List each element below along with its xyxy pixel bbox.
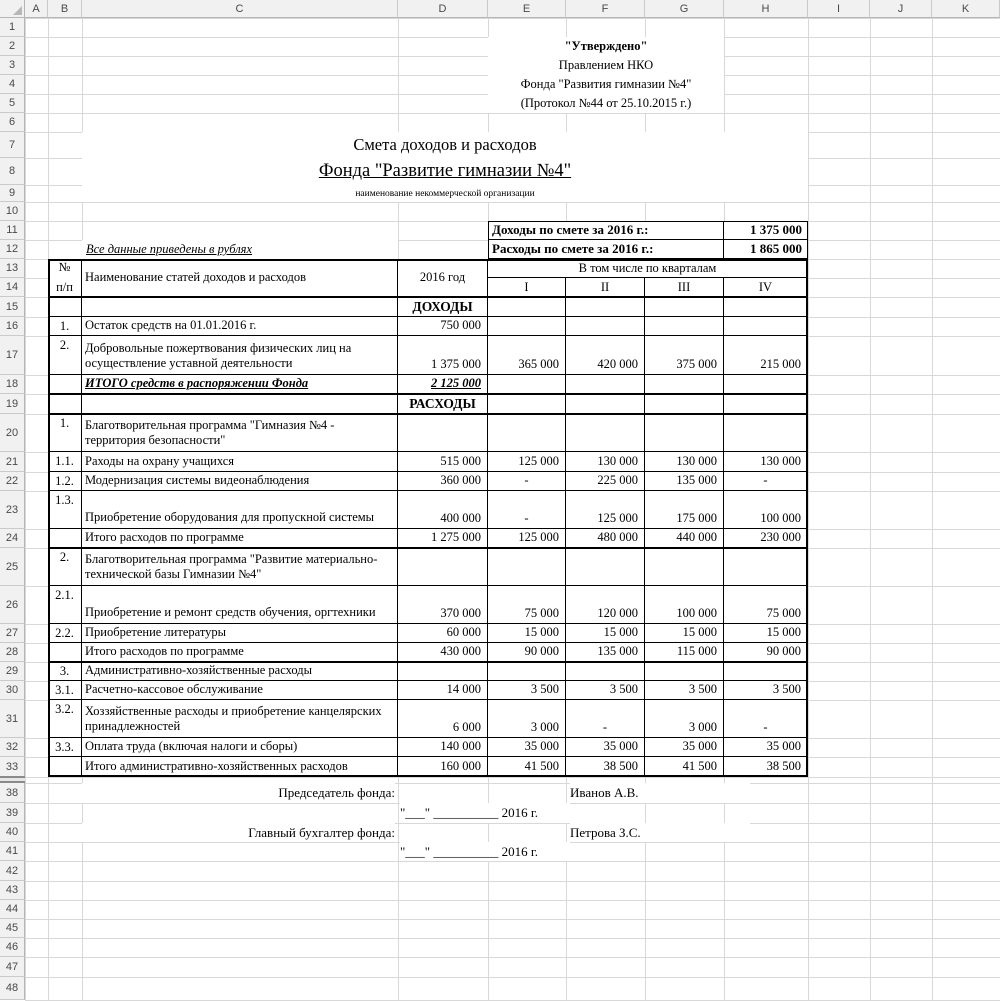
column-header-D[interactable]: D [398,0,488,18]
gridline [25,18,1000,19]
row-header-29[interactable]: 29 [0,662,25,681]
row-header-39[interactable]: 39 [0,803,25,823]
cell-D33[interactable]: 160 000 [398,757,488,777]
cell-B15[interactable] [48,297,82,317]
row-header-16[interactable]: 16 [0,317,25,336]
cell-H27[interactable]: 15 000 [724,624,808,643]
cell-C13[interactable]: Наименование статей доходов и расходов [82,259,398,297]
cell-F19[interactable] [566,394,645,414]
column-header-H[interactable]: H [724,0,808,18]
gridline [932,18,933,1000]
cell-E24[interactable]: 125 000 [488,529,566,548]
cell-B29[interactable]: 3. [48,662,82,681]
cell-C23[interactable]: Приобретение оборудования для пропускной системы [82,491,398,529]
cell-C24[interactable]: Итого расходов по программе [82,529,398,548]
cell-H20[interactable] [724,414,808,452]
cell-B28[interactable] [48,643,82,662]
cell-F33[interactable]: 38 500 [566,757,645,777]
cell-F22[interactable]: 225 000 [566,472,645,491]
cell-B22[interactable]: 1.2. [48,472,82,491]
cell-G20[interactable] [645,414,724,452]
cell-D31[interactable]: 6 000 [398,700,488,738]
row-header-46[interactable]: 46 [0,938,25,957]
chairman-date-line[interactable]: "___" __________ 2016 г. [400,803,570,823]
gridline [25,18,26,1000]
cell-D15[interactable]: ДОХОДЫ [398,297,488,317]
row-header-25[interactable]: 25 [0,548,25,586]
gridline [25,919,1000,920]
cell-D25[interactable] [398,548,488,586]
doc-org-title[interactable]: Фонда "Развитие гимназии №4" [82,158,808,185]
cell-E31[interactable]: 3 000 [488,700,566,738]
cell-F20[interactable] [566,414,645,452]
cell-C22[interactable]: Модернизация системы видеонаблюдения [82,472,398,491]
row-header-3[interactable]: 3 [0,56,25,75]
approval-line[interactable]: (Протокол №44 от 25.10.2015 г.) [488,94,724,113]
row-header-27[interactable]: 27 [0,624,25,643]
cell-F29[interactable] [566,662,645,681]
gridline [25,861,1000,862]
row-header-7[interactable]: 7 [0,132,25,158]
doc-title[interactable]: Смета доходов и расходов [82,132,808,158]
cell-B30[interactable]: 3.1. [48,681,82,700]
cell-E20[interactable] [488,414,566,452]
row-header-44[interactable]: 44 [0,900,25,919]
cell-H26[interactable]: 75 000 [724,586,808,624]
cell-D28[interactable]: 430 000 [398,643,488,662]
summary-income-label[interactable]: Доходы по смете за 2016 г.: [488,221,724,240]
chairman-label[interactable]: Председатель фонда: [82,783,395,803]
accountant-date-line[interactable]: "___" __________ 2016 г. [400,842,570,861]
row-header-9[interactable]: 9 [0,185,25,202]
cell-D32[interactable]: 140 000 [398,738,488,757]
cell-E18[interactable] [488,375,566,394]
cell-F28[interactable]: 135 000 [566,643,645,662]
row-header-12[interactable]: 12 [0,240,25,259]
cell-D21[interactable]: 515 000 [398,452,488,472]
gridline [25,938,1000,939]
approval-line[interactable]: "Утверждено" [488,37,724,56]
cell-E19[interactable] [488,394,566,414]
cell-G23[interactable]: 175 000 [645,491,724,529]
row-header-2[interactable]: 2 [0,37,25,56]
cell-E25[interactable] [488,548,566,586]
cell-C21[interactable]: Раходы на охрану учащихся [82,452,398,472]
cell-G15[interactable] [645,297,724,317]
cell-D17[interactable]: 1 375 000 [398,336,488,375]
cell-G21[interactable]: 130 000 [645,452,724,472]
cell-G25[interactable] [645,548,724,586]
cell-D26[interactable]: 370 000 [398,586,488,624]
row-header-18[interactable]: 18 [0,375,25,394]
cell-G22[interactable]: 135 000 [645,472,724,491]
cell-B33[interactable] [48,757,82,777]
row-header-6[interactable]: 6 [0,113,25,132]
column-header-K[interactable]: K [932,0,1000,18]
cell-G14[interactable]: III [645,278,724,297]
row-header-42[interactable]: 42 [0,861,25,881]
cell-B18[interactable] [48,375,82,394]
row-header-17[interactable]: 17 [0,336,25,375]
cell-E13[interactable]: В том числе по кварталам [488,259,808,278]
cell-E15[interactable] [488,297,566,317]
cell-B16[interactable]: 1. [48,317,82,336]
cell-E33[interactable]: 41 500 [488,757,566,777]
cell-E26[interactable]: 75 000 [488,586,566,624]
gridline [808,18,809,1000]
row-header-13[interactable]: 13 [0,259,25,278]
cell-H18[interactable] [724,375,808,394]
gridline [870,18,871,1000]
cell-D19[interactable]: РАСХОДЫ [398,394,488,414]
summary-expense-label[interactable]: Расходы по смете за 2016 г.: [488,240,724,259]
cell-F23[interactable]: 125 000 [566,491,645,529]
column-header-C[interactable]: C [82,0,398,18]
cell-F25[interactable] [566,548,645,586]
cell-E29[interactable] [488,662,566,681]
row-header-24[interactable]: 24 [0,529,25,548]
cell-H31[interactable]: - [724,700,808,738]
row-header-21[interactable]: 21 [0,452,25,472]
cell-C27[interactable]: Приобретение литературы [82,624,398,643]
row-header-30[interactable]: 30 [0,681,25,700]
cell-G33[interactable]: 41 500 [645,757,724,777]
select-all-triangle [13,6,22,15]
row-header-1[interactable]: 1 [0,18,25,37]
row-header-14[interactable]: 14 [0,278,25,297]
cell-B17[interactable]: 2. [48,336,82,375]
cell-C20[interactable]: Благотворительная программа "Гимназия №4 - территория безопасности" [82,414,398,452]
gridline [25,777,1000,778]
column-header-E[interactable]: E [488,0,566,18]
cell-H16[interactable] [724,317,808,336]
cell-D16[interactable]: 750 000 [398,317,488,336]
cell-D18[interactable]: 2 125 000 [398,375,488,394]
cell-E16[interactable] [488,317,566,336]
cell-H33[interactable]: 38 500 [724,757,808,777]
cell-D24[interactable]: 1 275 000 [398,529,488,548]
cell-F27[interactable]: 15 000 [566,624,645,643]
cell-G17[interactable]: 375 000 [645,336,724,375]
cell-B26[interactable]: 2.1. [48,586,82,624]
summary-expense-value[interactable]: 1 865 000 [724,240,808,259]
cell-F14[interactable]: II [566,278,645,297]
cell-C25[interactable]: Благотворительная программа "Развитие материально-технической базы Гимназии №4" [82,548,398,586]
cell-C19[interactable] [82,394,398,414]
approval-line[interactable]: Фонда "Развития гимназии №4" [488,75,724,94]
row-header-40[interactable]: 40 [0,823,25,842]
row-header-26[interactable]: 26 [0,586,25,624]
cell-H24[interactable]: 230 000 [724,529,808,548]
cell-F24[interactable]: 480 000 [566,529,645,548]
cell-H28[interactable]: 90 000 [724,643,808,662]
summary-income-value[interactable]: 1 375 000 [724,221,808,240]
cell-G31[interactable]: 3 000 [645,700,724,738]
row-header-38[interactable]: 38 [0,783,25,803]
cell-H32[interactable]: 35 000 [724,738,808,757]
cell-B27[interactable]: 2.2. [48,624,82,643]
cell-H15[interactable] [724,297,808,317]
cell-E28[interactable]: 90 000 [488,643,566,662]
cell-G30[interactable]: 3 500 [645,681,724,700]
row-header-47[interactable]: 47 [0,957,25,977]
row-header-31[interactable]: 31 [0,700,25,738]
cell-H14[interactable]: IV [724,278,808,297]
cell-E17[interactable]: 365 000 [488,336,566,375]
row-header-23[interactable]: 23 [0,491,25,529]
cell-B19[interactable] [48,394,82,414]
cell-C15[interactable] [82,297,398,317]
gridline [25,113,1000,114]
row-header-19[interactable]: 19 [0,394,25,414]
table-header-no: № [58,260,71,274]
row-header-8[interactable]: 8 [0,158,25,185]
cell-E32[interactable]: 35 000 [488,738,566,757]
cell-G26[interactable]: 100 000 [645,586,724,624]
cell-E22[interactable]: - [488,472,566,491]
gridline [25,202,1000,203]
gridline [25,900,1000,901]
doc-org-note[interactable]: наименование некоммерческой организации [82,185,808,202]
cell-G28[interactable]: 115 000 [645,643,724,662]
row-header-45[interactable]: 45 [0,919,25,938]
hidden-rows-marker [0,776,25,783]
cell-H25[interactable] [724,548,808,586]
cell-G27[interactable]: 15 000 [645,624,724,643]
cell-C29[interactable]: Административно-хозяйственные расходы [82,662,398,681]
cell-C30[interactable]: Расчетно-кассовое обслуживание [82,681,398,700]
cell-E27[interactable]: 15 000 [488,624,566,643]
cell-F21[interactable]: 130 000 [566,452,645,472]
cell-B31[interactable]: 3.2. [48,700,82,738]
accountant-name[interactable]: Петрова З.С. [570,823,750,842]
row-header-4[interactable]: 4 [0,75,25,94]
cell-D29[interactable] [398,662,488,681]
gridline [25,977,1000,978]
cell-H19[interactable] [724,394,808,414]
currency-note[interactable]: Все данные приведены в рублях [82,240,398,259]
cell-E23[interactable]: - [488,491,566,529]
cell-C18[interactable]: ИТОГО средств в распоряжении Фонда [82,375,398,394]
cell-E21[interactable]: 125 000 [488,452,566,472]
row-header-22[interactable]: 22 [0,472,25,491]
accountant-label[interactable]: Главный бухгалтер фонда: [82,823,395,842]
cell-G32[interactable]: 35 000 [645,738,724,757]
cell-F26[interactable]: 120 000 [566,586,645,624]
cell-D30[interactable]: 14 000 [398,681,488,700]
cell-G24[interactable]: 440 000 [645,529,724,548]
gridline [25,881,1000,882]
chairman-name[interactable]: Иванов А.В. [570,783,750,803]
cell-H30[interactable]: 3 500 [724,681,808,700]
cell-D13[interactable]: 2016 год [398,259,488,297]
cell-D20[interactable] [398,414,488,452]
cell-D22[interactable]: 360 000 [398,472,488,491]
column-header-B[interactable]: B [48,0,82,18]
row-header-5[interactable]: 5 [0,94,25,113]
row-header-20[interactable]: 20 [0,414,25,452]
row-header-15[interactable]: 15 [0,297,25,317]
cell-H22[interactable]: - [724,472,808,491]
column-header-A[interactable]: A [25,0,48,18]
column-header-I[interactable]: I [808,0,870,18]
cell-G29[interactable] [645,662,724,681]
cell-H21[interactable]: 130 000 [724,452,808,472]
cell-C31[interactable]: Хоззяйственные расходы и приобретение канцелярских принадлежностей [82,700,398,738]
cell-G18[interactable] [645,375,724,394]
cell-B13[interactable] [48,259,82,297]
column-header-F[interactable]: F [566,0,645,18]
cell-B24[interactable] [48,529,82,548]
cell-C26[interactable]: Приобретение и ремонт средств обучения, оргтехники [82,586,398,624]
cell-F16[interactable] [566,317,645,336]
row-header-28[interactable]: 28 [0,643,25,662]
cell-B23[interactable]: 1.3. [48,491,82,529]
cell-D27[interactable]: 60 000 [398,624,488,643]
cell-E14[interactable]: I [488,278,566,297]
cell-H23[interactable]: 100 000 [724,491,808,529]
gridline [25,957,1000,958]
select-all-corner[interactable] [0,0,25,18]
cell-B32[interactable]: 3.3. [48,738,82,757]
row-header-33[interactable]: 33 [0,757,25,777]
column-header-G[interactable]: G [645,0,724,18]
cell-B20[interactable]: 1. [48,414,82,452]
table-header-no2: п/п [56,280,73,294]
cell-B25[interactable]: 2. [48,548,82,586]
cell-G16[interactable] [645,317,724,336]
cell-F15[interactable] [566,297,645,317]
row-header-48[interactable]: 48 [0,977,25,1000]
cell-C28[interactable]: Итого расходов по программе [82,643,398,662]
cell-F18[interactable] [566,375,645,394]
cell-C16[interactable]: Остаток средств на 01.01.2016 г. [82,317,398,336]
cell-C32[interactable]: Оплата труда (включая налоги и сборы) [82,738,398,757]
cell-C33[interactable]: Итого административно-хозяйственных расходов [82,757,398,777]
row-header-10[interactable]: 10 [0,202,25,221]
cell-F30[interactable]: 3 500 [566,681,645,700]
cell-H17[interactable]: 215 000 [724,336,808,375]
column-header-J[interactable]: J [870,0,932,18]
approval-line[interactable]: Правлением НКО [488,56,724,75]
row-header-41[interactable]: 41 [0,842,25,861]
cell-F32[interactable]: 35 000 [566,738,645,757]
row-header-11[interactable]: 11 [0,221,25,240]
row-header-43[interactable]: 43 [0,881,25,900]
row-header-32[interactable]: 32 [0,738,25,757]
cell-C17[interactable]: Добровольные пожертвования физических лиц на осуществление уставной деятельности [82,336,398,375]
cell-E30[interactable]: 3 500 [488,681,566,700]
cell-F31[interactable]: - [566,700,645,738]
cell-F17[interactable]: 420 000 [566,336,645,375]
cell-H29[interactable] [724,662,808,681]
cell-D23[interactable]: 400 000 [398,491,488,529]
cell-G19[interactable] [645,394,724,414]
cell-B21[interactable]: 1.1. [48,452,82,472]
